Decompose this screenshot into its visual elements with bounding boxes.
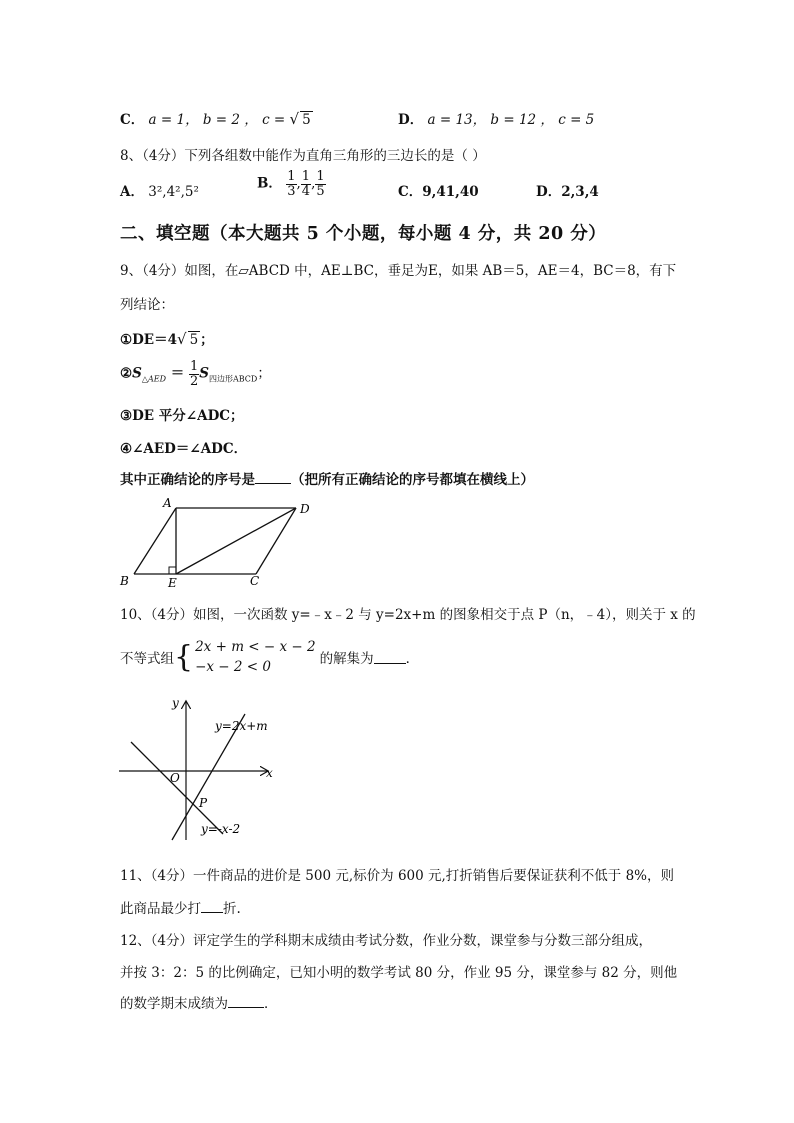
label-b: B: [120, 574, 129, 588]
q12-line-2: 并按 3：2：5 的比例确定，已知小明的数学考试 80 分，作业 95 分，课堂参与 82 分，则他: [120, 965, 678, 981]
q8-option-b-label: B．: [257, 175, 282, 192]
q8-option-b-frac-3: $\frac{1}{5}$: [316, 169, 325, 199]
q7-option-c: C． a = 1， b = 2 ， c = √ 5: [120, 110, 311, 128]
side-ab: [134, 508, 176, 574]
q7-option-c-label: C．: [120, 112, 145, 128]
q8-option-b-frac-1: $\frac{1}{3}$: [287, 169, 296, 199]
q9-conclusion-2: [120, 360, 271, 388]
q9-conclusion-1-prefix: ①DE＝4: [120, 332, 177, 348]
label-a: A: [163, 496, 172, 510]
q10-answer-blank[interactable]: [374, 651, 406, 664]
q9-conclusion-2-sub1: △AED: [141, 374, 167, 384]
q9-conclusion-2-eq: ＝: [166, 365, 189, 382]
line-y-neg-x-minus-2: [131, 742, 223, 834]
q8-option-a-label: A．: [120, 184, 144, 200]
q10-line-1: 10、（4分）如图，一次函数 y=﹣x﹣2 与 y=2x+m 的图象相交于点 P（n，﹣4），则关于 x 的: [120, 607, 696, 623]
q9-parallelogram-figure: [112, 494, 322, 592]
q7-option-d: [398, 108, 594, 128]
q10-inequality-1: 2x + m < − x − 2: [195, 639, 316, 655]
q11-line-2-prefix: 此商品最少打: [120, 901, 201, 917]
q7-option-d-label: D．: [398, 112, 424, 128]
q9-answer-blank[interactable]: [255, 471, 291, 484]
q7-option-d-text: a = 13， b = 12 ， c = 5: [427, 112, 595, 128]
label-y: y: [172, 696, 179, 710]
label-p: P: [199, 796, 208, 810]
q9-conclusion-2-s2: S: [199, 365, 209, 382]
q10-line-2-suffix: 的解集为: [319, 651, 374, 667]
q9-conclusion-2-sub2: 四边形ABCD: [208, 374, 258, 384]
right-angle-mark: [169, 567, 176, 574]
q11-line-2-suffix: 折.: [223, 901, 241, 917]
label-o: O: [170, 771, 180, 785]
q9-line-1: 9、（4分）如图，在▱ABCD 中，AE⊥BC，垂足为E，如果 AB＝5，AE＝4，BC＝8，有下: [120, 263, 677, 279]
label-line-2: y=-x-2: [201, 822, 241, 836]
q9-conclusion-1-root: 5: [189, 332, 199, 348]
q12-answer-blank[interactable]: [228, 995, 264, 1008]
q9-conclusion-3: ③DE 平分∠ADC；: [120, 408, 244, 424]
q9-conclusion-2-s1: S: [132, 365, 142, 382]
q9-conclusion-2-suffix: ；: [257, 365, 271, 382]
q8-option-b: B． $\frac{1}{3}$ , $\frac{1}{4}$ , $\frac{1}{5}$: [257, 169, 325, 199]
q9-line-2: 列结论：: [120, 297, 174, 313]
q10-line-2-end: ．: [405, 651, 420, 667]
q9-answer-suffix: （把所有正确结论的序号都填在横线上）: [291, 472, 534, 488]
q7-option-c-root: 5: [302, 112, 311, 128]
side-dc: [256, 508, 296, 574]
label-e: E: [168, 576, 177, 590]
section-heading: 二、填空题（本大题共 5 个小题，每小题 4 分，共 20 分）: [120, 224, 607, 244]
q8-option-a: [120, 180, 199, 200]
q10-inequality-2: −x − 2 < 0: [195, 659, 271, 675]
segment-ed: [176, 508, 296, 574]
q10-inequality-system: [195, 637, 316, 677]
q10-line-2-prefix: 不等式组: [120, 651, 174, 667]
q11-line-2: [120, 897, 241, 917]
q12-line-3-prefix: 的数学期末成绩为: [120, 996, 228, 1012]
label-x: x: [266, 766, 273, 780]
q11-answer-blank[interactable]: [201, 900, 223, 913]
q9-conclusion-4: ④∠AED＝∠ADC．: [120, 441, 248, 457]
q9-answer-prefix: 其中正确结论的序号是: [120, 472, 255, 488]
label-c: C: [250, 574, 260, 588]
q8-option-b-frac-2: $\frac{1}{4}$: [301, 169, 311, 199]
q12-line-1: 12、（4分）评定学生的学科期末成绩由考试分数，作业分数，课堂参与分数三部分组成，: [120, 933, 653, 949]
q9-conclusion-2-frac: $\frac{1}{2}$: [189, 359, 199, 389]
q9-answer-line: [120, 468, 534, 488]
q8-option-a-text: 3²,4²,5²: [148, 184, 199, 200]
q12-line-3-suffix: ．: [264, 996, 278, 1012]
q9-conclusion-1: ①DE＝4√ 5 ；: [120, 330, 214, 348]
q8-stem: 8、（4分）下列各组数中能作为直角三角形的三边长的是（ ）: [120, 148, 486, 164]
label-d: D: [300, 502, 310, 516]
label-line-1: y=2x+m: [215, 719, 268, 733]
q9-conclusion-1-suffix: ；: [200, 332, 214, 348]
q9-conclusion-2-prefix: ②: [120, 365, 133, 382]
q7-option-c-text: a = 1， b = 2 ， c =: [148, 112, 290, 128]
q8-option-c: C．9,41,40: [398, 184, 479, 200]
q11-line-1: 11、（4分）一件商品的进价是 500 元,标价为 600 元,打折销售后要保证获利不低于 8%，则: [120, 868, 675, 884]
q10-line-2: 不等式组{ 2x + m < − x − 2 −x − 2 < 0 的解集为 ．: [120, 639, 420, 675]
q12-line-3: [120, 992, 278, 1012]
q10-function-graph: [115, 692, 285, 848]
q8-option-d: D．2,3,4: [536, 184, 599, 200]
